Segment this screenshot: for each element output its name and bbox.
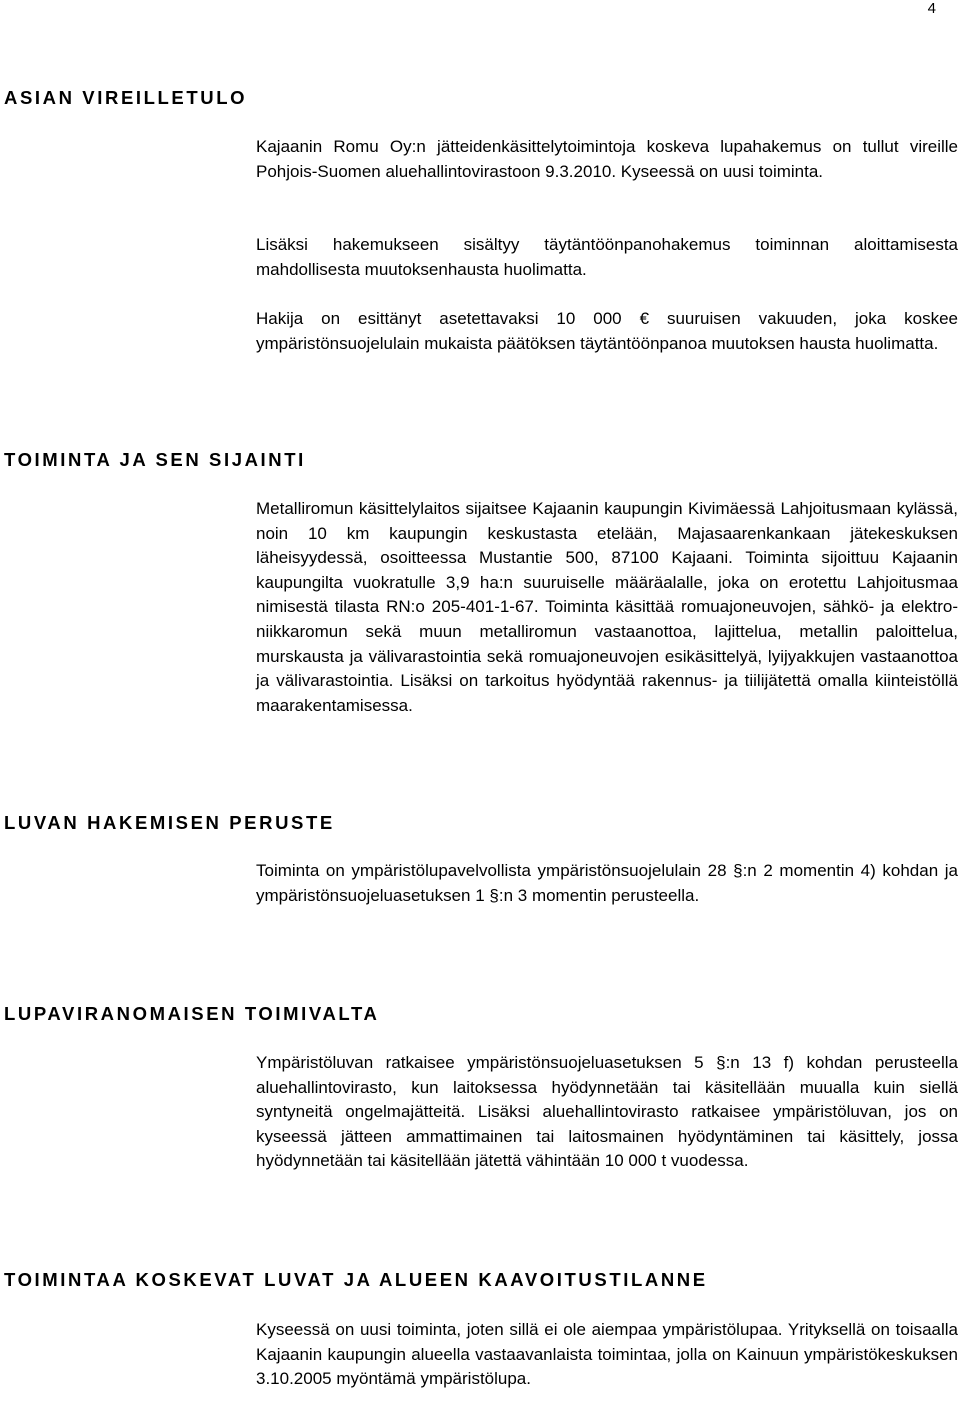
section-heading-asian-vireilletulo: ASIAN VIREILLETULO (4, 87, 248, 108)
paragraph: Toiminta on ympäristölupavelvollista ympäristönsuojelulain 28 §:n 2 momentin 4) kohdan ja ympäristönsuojeluasetuksen 1 §:n 3 momentin perusteella. (256, 861, 958, 905)
page-number: 4 (927, 0, 936, 17)
paragraph: Kajaanin Romu Oy:n jätteidenkäsittelytoimintoja koskeva lupahakemus on tullut vireille Pohjois-Suomen aluehallintovirastoon 9.3.2010. Kyseessä on uusi toiminta. (256, 137, 958, 181)
section-heading-luvan-hakemisen-peruste: LUVAN HAKEMISEN PERUSTE (4, 812, 335, 833)
section-heading-toiminta-ja-sen-sijainti: TOIMINTA JA SEN SIJAINTI (4, 449, 306, 470)
paragraph: Ympäristöluvan ratkaisee ympäristönsuojeluasetuksen 5 §:n 13 f) kohdan perusteella aluehallintovirasto, kun laitoksessa hyödynnetään tai käsitellään muualla kuin siellä syntyneitä ongelmajätteitä. Lisäksi aluehallintovirasto ratkaisee ympäristöluvan, jos on kyseessä jätteen ammattimainen tai laitosmainen hyödyntäminen tai käsittely, jossa hyödynnetään tai käsitellään jätettä vähintään 10 000 t vuodessa. (256, 1053, 958, 1171)
section-heading-lupaviranomaisen-toimivalta: LUPAVIRANOMAISEN TOIMIVALTA (4, 1003, 380, 1024)
section-heading-toimintaa-koskevat-luvat: TOIMINTAA KOSKEVAT LUVAT JA ALUEEN KAAVOITUSTILANNE (4, 1269, 708, 1290)
paragraph: Hakija on esittänyt asetettavaksi 10 000 € suuruisen vakuuden, joka koskee ympäristönsuojelulain mukaista päätöksen täytäntöönpanoa muutoksen hausta huolimatta. (256, 309, 958, 353)
paragraph: Kyseessä on uusi toiminta, joten sillä ei ole aiempaa ympäristölupaa. Yrityksellä on toisaalla Kajaanin kaupungin alueella vastaavanlaista toimintaa, jolla on Kainuun ympäristökeskuksen 3.10.2005 myöntämä ympäristölupa. (256, 1320, 958, 1389)
paragraph: Lisäksi hakemukseen sisältyy täytäntöönpanohakemus toiminnan aloittamisesta mahdollisesta muutoksenhausta huolimatta. (256, 235, 958, 279)
paragraph: Metalliromun käsittelylaitos sijaitsee Kajaanin kaupungin Kivimäessä Lahjoitusmaan kylässä, noin 10 km kaupungin keskustasta etelään, Majasaarenkankaan jätekeskuksen läheisyydessä, osoitteessa Mustantie 500, 87100 Kajaani. Toiminta sijoittuu Kajaanin kaupungilta vuokratulle 3,9 ha:n suuruiselle määräalalle, joka on erotettu Lahjoitusmaa nimisestä tilasta RN:o 205-401-1-67. Toiminta käsittää romuajoneuvojen, sähkö- ja elektroniikkaromun sekä muun metalliromun vastaanottoa, lajittelua, metallin paloittelua, murskausta ja välivarastointia sekä romuajoneuvojen esikäsittelyä, lyijyakkujen vastaanottoa ja välivarastointia. Lisäksi on tarkoitus hyödyntää rakennus- ja tiilijätettä omalla kiinteistöllä maarakentamisessa. (256, 499, 958, 715)
